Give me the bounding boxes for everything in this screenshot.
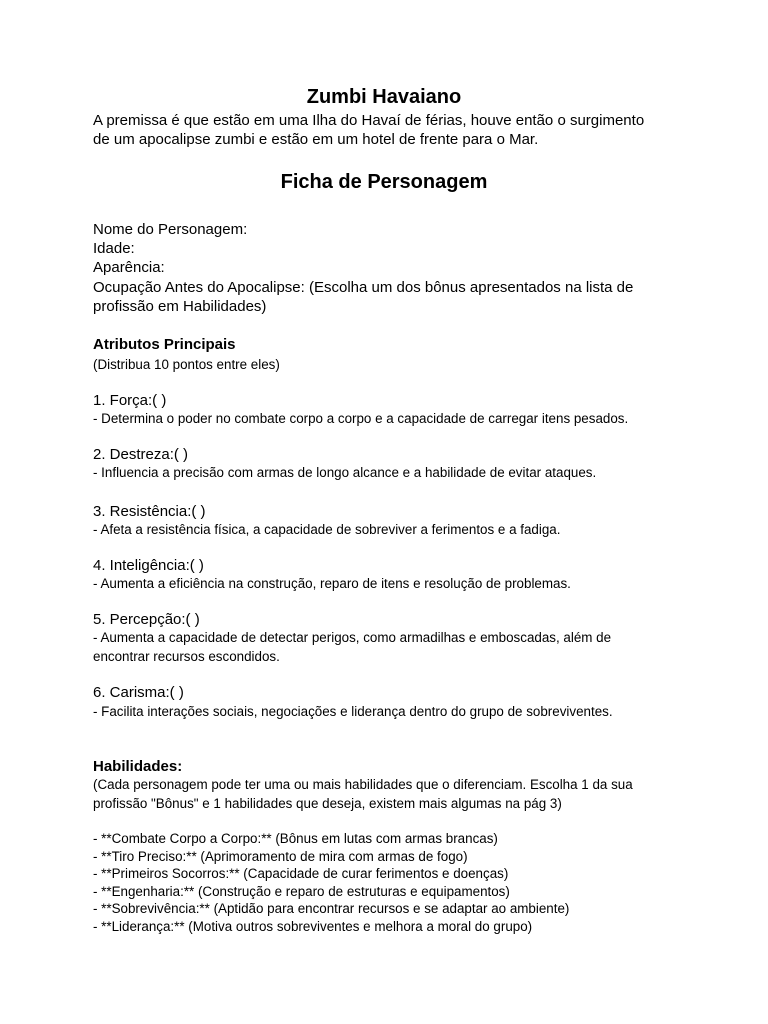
attribute-intelligence-label: 4. Inteligência:( ): [93, 557, 204, 574]
attributes-note: (Distribua 10 pontos entre eles): [93, 357, 280, 372]
skill-item: - **Sobrevivência:** (Aptidão para encontrar recursos e se adaptar ao ambiente): [93, 901, 570, 916]
attribute-dexterity-label: 2. Destreza:( ): [93, 446, 189, 463]
attribute-intelligence-desc: - Aumenta a eficiência na construção, reparo de itens e resolução de problemas.: [93, 576, 571, 591]
field-occupation-cont: profissão em Habilidades): [93, 298, 267, 315]
premise-line-2: de um apocalipse zumbi e estão em um hotel de frente para o Mar.: [93, 131, 539, 148]
skill-item: - **Tiro Preciso:** (Aprimoramento de mira com armas de fogo): [93, 849, 468, 864]
attribute-charisma-desc: - Facilita interações sociais, negociações e liderança dentro do grupo de sobreviventes.: [93, 704, 613, 719]
sheet-title: Ficha de Personagem: [280, 171, 488, 193]
attribute-charisma-label: 6. Carisma:( ): [93, 684, 184, 701]
field-occupation: Ocupação Antes do Apocalipse: (Escolha um dos bônus apresentados na lista de: [93, 279, 634, 296]
attribute-strength-desc: - Determina o poder no combate corpo a corpo e a capacidade de carregar itens pesados.: [93, 411, 629, 426]
skill-item: - **Engenharia:** (Construção e reparo de estruturas e equipamentos): [93, 884, 510, 899]
attribute-resistance-desc: - Afeta a resistência física, a capacidade de sobreviver a ferimentos e a fadiga.: [93, 522, 561, 537]
skills-note-line-2: profissão "Bônus" e 1 habilidades que deseja, existem mais algumas na pág 3): [93, 796, 562, 811]
skill-item: - **Liderança:** (Motiva outros sobreviventes e melhora a moral do grupo): [93, 919, 533, 934]
attribute-strength-label: 1. Força:( ): [93, 392, 167, 409]
skill-item: - **Combate Corpo a Corpo:** (Bônus em lutas com armas brancas): [93, 831, 498, 846]
skills-heading: Habilidades:: [93, 758, 183, 775]
skill-item: - **Primeiros Socorros:** (Capacidade de curar ferimentos e doenças): [93, 866, 509, 881]
field-age: Idade:: [93, 240, 135, 257]
attribute-dexterity-desc: - Influencia a precisão com armas de longo alcance e a habilidade de evitar ataques.: [93, 465, 597, 480]
attribute-perception-label: 5. Percepção:( ): [93, 611, 200, 628]
field-appearance: Aparência:: [93, 259, 165, 276]
attribute-resistance-label: 3. Resistência:( ): [93, 503, 206, 520]
attribute-perception-desc-cont: encontrar recursos escondidos.: [93, 649, 280, 664]
premise-line-1: A premissa é que estão em uma Ilha do Havaí de férias, houve então o surgimento: [93, 112, 645, 129]
skills-note-line-1: (Cada personagem pode ter uma ou mais habilidades que o diferenciam. Escolha 1 da sua: [93, 777, 633, 792]
document-title: Zumbi Havaiano: [306, 86, 462, 108]
field-name: Nome do Personagem:: [93, 221, 248, 238]
attribute-perception-desc: - Aumenta a capacidade de detectar perigos, como armadilhas e emboscadas, além de: [93, 630, 612, 645]
attributes-heading: Atributos Principais: [93, 336, 236, 353]
